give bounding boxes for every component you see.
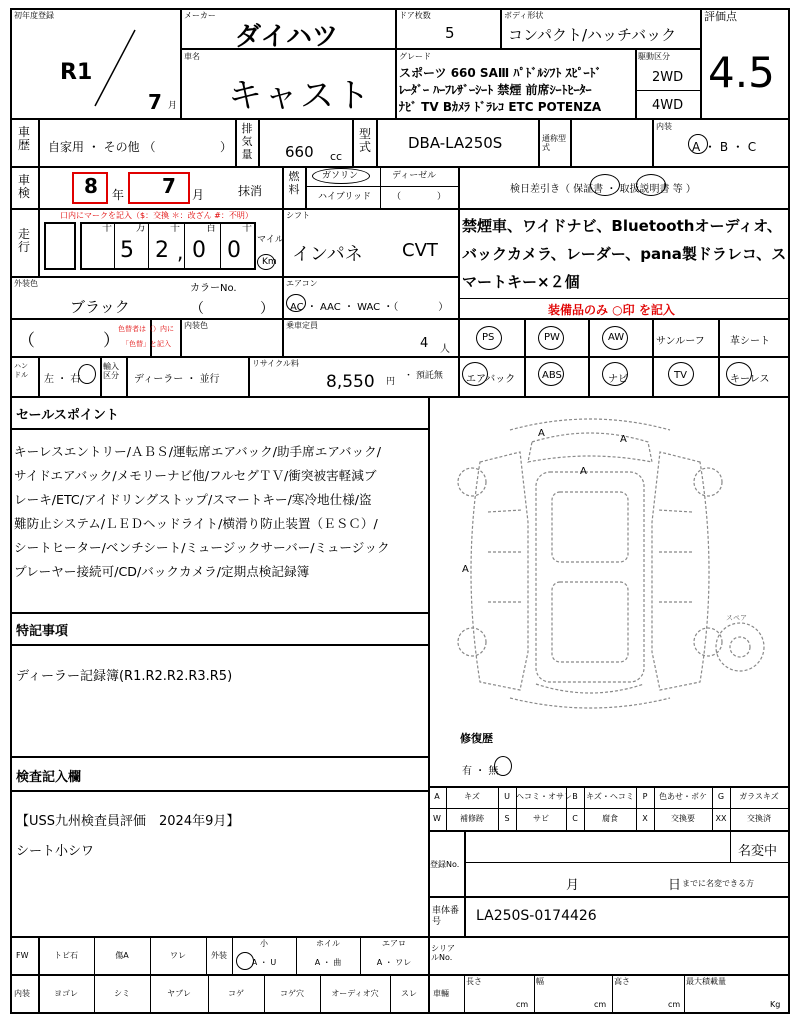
color-change-note1: 色替者は（）内に bbox=[118, 325, 174, 333]
hoshou-circle bbox=[590, 174, 620, 196]
equipment-text bbox=[462, 212, 788, 296]
ac-label: エアコン bbox=[286, 279, 318, 288]
shaken-year-unit: 年 bbox=[112, 188, 125, 202]
fw-label: FW bbox=[16, 951, 29, 960]
capacity-value: 4 bbox=[420, 336, 429, 351]
unit-sen: 千 bbox=[170, 223, 180, 234]
ac-value: AC ・ AAC ・ WAC ・（ ） bbox=[290, 302, 449, 313]
handle-label: ハンドル bbox=[14, 362, 28, 379]
reg-deadline: までに名変できる方 bbox=[682, 879, 754, 888]
audio-hole-label: オーディオ穴 bbox=[331, 989, 379, 998]
displacement-label: 排気量 bbox=[241, 122, 253, 161]
sure-label: スレ bbox=[401, 989, 417, 998]
kogeana-label: コゲ穴 bbox=[280, 989, 304, 998]
tsushou-label: 通称型式 bbox=[542, 134, 566, 152]
kizu-a-label: 傷A bbox=[115, 951, 129, 960]
interior-color-label: 内装色 bbox=[184, 321, 208, 330]
legend-code: A bbox=[434, 792, 440, 801]
inspection-line1: 【USS九州検査員評価 2024年9月】 bbox=[16, 814, 240, 829]
first-reg-month: 7 bbox=[148, 90, 162, 114]
fuel-gasoline: ガソリン bbox=[322, 171, 359, 181]
repair-circle bbox=[494, 756, 512, 776]
grade-label: グレード bbox=[399, 52, 431, 61]
equip-keyless-circle bbox=[726, 362, 752, 386]
wheel-label: ホイル bbox=[316, 939, 340, 948]
first-reg-slash bbox=[90, 28, 140, 108]
massho-label: 抹消 bbox=[238, 184, 263, 198]
equip-navi: ナビ bbox=[608, 374, 628, 385]
sales-line: 難防止システム/ＬＥＤヘッドライト/横滑り防止装置（ＥＳＣ）/ bbox=[14, 516, 378, 531]
shift-type: CVT bbox=[402, 240, 438, 261]
special-text: ディーラー記録簿(R1.R2.R2.R3.R5) bbox=[16, 669, 233, 684]
special-title: 特記事項 bbox=[16, 624, 69, 639]
small-value: A ・ U bbox=[251, 958, 277, 967]
equip-pw-circle bbox=[538, 326, 564, 350]
fuel-diesel: ディーゼル bbox=[392, 171, 437, 181]
max-load-label: 最大積載量 bbox=[686, 977, 726, 986]
fuel-gasoline-circle bbox=[312, 168, 370, 184]
meihen-label: 名変中 bbox=[738, 844, 778, 859]
spare-label: スペア bbox=[726, 614, 747, 622]
recycle-unit: 円 bbox=[386, 377, 396, 387]
fuel-hybrid: ハイブリッド bbox=[318, 192, 372, 202]
aero-value: A ・ ワレ bbox=[376, 958, 412, 967]
equipment-text-content: 禁煙車、ワイドナビ、Bluetoothオーディオ、バックカメラ、レーダー、pana製ドラレコ、スマートキー×２個 bbox=[462, 217, 787, 291]
repair-value: 有 ・ 無 bbox=[462, 766, 499, 777]
score-value: 4.5 bbox=[708, 48, 775, 97]
score-label: 評価点 bbox=[704, 10, 737, 23]
displacement-value: 660 bbox=[285, 143, 314, 161]
inspection-line2: シート小シワ bbox=[16, 844, 95, 859]
equip-aw: AW bbox=[608, 332, 625, 343]
import-value: ディーラー ・ 並行 bbox=[134, 374, 220, 385]
recycle-label: リサイクル料 bbox=[252, 359, 299, 368]
equip-keyless: キーレス bbox=[730, 374, 770, 385]
width-label: 幅 bbox=[536, 977, 544, 986]
registration-label: 登録No. bbox=[430, 860, 460, 869]
mileage-flag-box bbox=[44, 222, 76, 270]
max-load-unit: Kg bbox=[770, 1000, 781, 1009]
color-no-label: カラーNo. bbox=[190, 283, 237, 294]
gaisou-label: 外装 bbox=[211, 951, 227, 960]
damage-mark-a: A bbox=[580, 466, 587, 477]
wheel-value: A ・ 曲 bbox=[314, 958, 342, 967]
small-label: 小 bbox=[260, 939, 268, 948]
naisou-label: 内装 bbox=[14, 989, 30, 998]
grade-line2: ﾚｰﾀﾞｰ ﾊｰﾌﾚｻﾞｰｼｰﾄ 禁煙 前席ｼｰﾄﾋｰﾀｰ bbox=[399, 83, 592, 97]
ware-label: ワレ bbox=[170, 951, 186, 960]
reg-month: 月 bbox=[566, 878, 580, 893]
legend-code: W bbox=[433, 814, 441, 823]
grade-line3: ﾅﾋﾞ TV Bｶﾒﾗ ﾄﾞﾗﾚｺ ETC POTENZA bbox=[399, 100, 602, 114]
history-value: 自家用 ・ その他 （ bbox=[48, 140, 156, 154]
shaken-label: 車検 bbox=[17, 173, 30, 200]
shift-position: インパネ bbox=[292, 244, 363, 265]
chassis-label: 車体番号 bbox=[432, 906, 460, 927]
unit-jyuman: 十 bbox=[102, 223, 112, 234]
legend-code: C bbox=[572, 814, 578, 823]
grade-line1: スポーツ 660 SAⅢ ﾊﾟﾄﾞﾙｼﾌﾄ ｽﾋﾟｰﾄﾞ bbox=[399, 66, 602, 80]
manual-circle bbox=[636, 174, 666, 196]
mileage-digit-2: 2 bbox=[155, 238, 169, 263]
yabure-label: ヤブレ bbox=[167, 989, 191, 998]
exterior-color-label: 外装色 bbox=[14, 279, 38, 288]
equip-note: 装備品のみ ○印 を記入 bbox=[548, 303, 675, 317]
height-label: 高さ bbox=[614, 977, 630, 986]
repair-label: 修復歴 bbox=[460, 732, 493, 745]
equip-abs: ABS bbox=[542, 370, 562, 381]
unit-ju: 十 bbox=[242, 223, 252, 234]
shaken-year: 8 bbox=[84, 174, 98, 198]
equip-navi-circle bbox=[602, 362, 628, 386]
doors-label: ドア枚数 bbox=[399, 11, 431, 20]
shaken-month: 7 bbox=[162, 174, 176, 198]
history-label: 車歴 bbox=[17, 125, 30, 152]
length-label: 長さ bbox=[466, 977, 482, 986]
km-label: Km bbox=[262, 257, 277, 267]
capacity-unit: 人 bbox=[440, 344, 450, 355]
recycle-deposit: ・ 預託無 bbox=[404, 371, 443, 381]
first-reg-month-unit: 月 bbox=[168, 101, 178, 111]
legend-desc: 交換要 bbox=[671, 814, 695, 823]
equip-tv: TV bbox=[674, 370, 687, 381]
height-unit: cm bbox=[668, 1000, 681, 1009]
interior-grade-circle bbox=[688, 134, 708, 154]
sales-title: セールスポイント bbox=[16, 408, 119, 423]
fuel-label: 燃料 bbox=[288, 170, 300, 196]
legend-code: B bbox=[572, 792, 578, 801]
mile-label: マイル bbox=[257, 235, 284, 245]
capacity-label: 乗車定員 bbox=[286, 321, 318, 330]
legend-desc: 補修跡 bbox=[460, 814, 484, 823]
mileage-comma: , bbox=[177, 240, 184, 264]
small-circle bbox=[236, 952, 254, 970]
color-no-value: （ ） bbox=[190, 301, 274, 317]
yogore-label: ヨゴレ bbox=[54, 989, 78, 998]
tobiishi-label: トビ石 bbox=[54, 951, 78, 960]
sales-line: レーキ/ETC/アイドリングストップ/スマートキー/寒冷地仕様/盗 bbox=[14, 492, 372, 507]
ac-circle bbox=[286, 294, 306, 312]
car-diagram bbox=[440, 402, 780, 722]
history-close: ） bbox=[220, 140, 233, 154]
equip-airbag: エアバック bbox=[466, 374, 516, 385]
import-label: 輸入区分 bbox=[103, 362, 119, 380]
interior-label: 内装 bbox=[656, 122, 672, 131]
legend-desc: ガラスキズ bbox=[739, 792, 779, 801]
body-value: コンパクト/ハッチバック bbox=[508, 26, 677, 44]
shimi-label: シミ bbox=[114, 989, 130, 998]
car-name-value: キャスト bbox=[228, 76, 372, 116]
equip-abs-circle bbox=[538, 362, 564, 386]
km-circle bbox=[257, 254, 275, 270]
damage-mark-a: A bbox=[538, 428, 545, 439]
legend-code: S bbox=[504, 814, 510, 823]
equip-pw: PW bbox=[544, 332, 560, 343]
fuel-other: （ ） bbox=[392, 192, 447, 202]
drive-label: 駆動区分 bbox=[638, 52, 670, 61]
recycle-value: 8,550 bbox=[326, 372, 375, 392]
legend-desc: キズ bbox=[464, 792, 480, 801]
equip-airbag-circle bbox=[462, 362, 488, 386]
car-name-label: 車名 bbox=[184, 52, 200, 61]
damage-mark-a: A bbox=[620, 434, 627, 445]
legend-code: P bbox=[642, 792, 648, 801]
mileage-digit-3: 0 bbox=[192, 238, 206, 263]
reg-day: 日 bbox=[668, 878, 682, 893]
shaken-month-box bbox=[128, 172, 190, 204]
size-label: 車輛 bbox=[433, 989, 449, 998]
shift-label: シフト bbox=[286, 211, 310, 220]
first-reg-label: 初年度登録 bbox=[14, 11, 54, 20]
legend-desc: 交換済 bbox=[747, 814, 771, 823]
legend-desc: ヘコミ・オサレ bbox=[516, 792, 572, 801]
sales-line: キーレスエントリー/ＡＢＳ/運転席エアバック/助手席エアバック/ bbox=[14, 444, 381, 459]
unit-hyaku: 百 bbox=[206, 223, 216, 234]
koge-label: コゲ bbox=[228, 989, 244, 998]
equip-header: 検日差引き（ 保証書 ・ 取扱説明書 等 ） bbox=[510, 184, 696, 195]
mileage-note: 口内にマークを記入（$：交換 ＊：改ざん #：不明） bbox=[60, 211, 253, 220]
legend-code: U bbox=[504, 792, 510, 801]
legend-desc: サビ bbox=[533, 814, 549, 823]
color-change-note2: 「色替」と記入 bbox=[122, 340, 171, 348]
handle-value: 左 ・ 右 bbox=[44, 374, 81, 385]
equip-ps: PS bbox=[482, 332, 495, 343]
displacement-unit: cc bbox=[330, 150, 343, 163]
equip-ps-circle bbox=[476, 326, 502, 350]
doors-value: 5 bbox=[445, 24, 455, 42]
equip-aw-circle bbox=[602, 326, 628, 350]
body-label: ボディ形状 bbox=[504, 11, 544, 20]
equip-tv-circle bbox=[668, 362, 694, 386]
sales-line: シートヒーター/ベンチシート/ミュージックサーバー/ミュージック bbox=[14, 540, 390, 555]
equip-sunroof: サンルーフ bbox=[656, 336, 705, 347]
drive-2wd: 2WD bbox=[652, 70, 684, 85]
legend-code: G bbox=[717, 792, 725, 801]
model-code: DBA-LA250S bbox=[408, 134, 503, 152]
sales-lines bbox=[14, 440, 426, 584]
exterior-color: ブラック bbox=[70, 298, 130, 316]
unit-man: 万 bbox=[136, 223, 146, 234]
mileage-label: 走行 bbox=[17, 227, 30, 254]
drive-4wd: 4WD bbox=[652, 98, 684, 113]
legend-desc: 色あせ・ボケ bbox=[659, 792, 707, 801]
chassis-value: LA250S-0174426 bbox=[476, 908, 597, 924]
legend-desc: キズ・ヘコミ bbox=[586, 792, 634, 801]
sales-line: プレーヤー接続可/CD/バックカメラ/定期点検記録簿 bbox=[14, 564, 310, 579]
interior-grade: A ・ B ・ C bbox=[692, 140, 757, 154]
inspection-title: 検査記入欄 bbox=[16, 770, 82, 785]
serial-label: シリアルNo. bbox=[431, 944, 455, 962]
mileage-digit-4: 0 bbox=[227, 238, 241, 263]
damage-mark-a: A bbox=[462, 564, 469, 575]
legend-desc: 腐食 bbox=[602, 814, 618, 823]
width-unit: cm bbox=[594, 1000, 607, 1009]
paren-box: （ ） bbox=[18, 331, 120, 351]
aero-label: エアロ bbox=[382, 939, 406, 948]
legend-code: XX bbox=[715, 814, 727, 823]
length-unit: cm bbox=[516, 1000, 529, 1009]
maker-label: メーカー bbox=[184, 11, 216, 20]
handle-circle bbox=[78, 364, 96, 384]
maker-value: ダイハツ bbox=[235, 22, 338, 52]
model-type-label: 型式 bbox=[358, 127, 371, 154]
shaken-month-unit: 月 bbox=[192, 188, 205, 202]
sales-line: サイドエアバック/メモリーナビ他/フルセグＴＶ/衝突被害軽減ブ bbox=[14, 468, 377, 483]
equip-leather: 革シート bbox=[730, 336, 770, 347]
legend-code: X bbox=[642, 814, 648, 823]
first-reg-era: R1 bbox=[60, 60, 93, 85]
mileage-digit-1: 5 bbox=[120, 238, 134, 263]
